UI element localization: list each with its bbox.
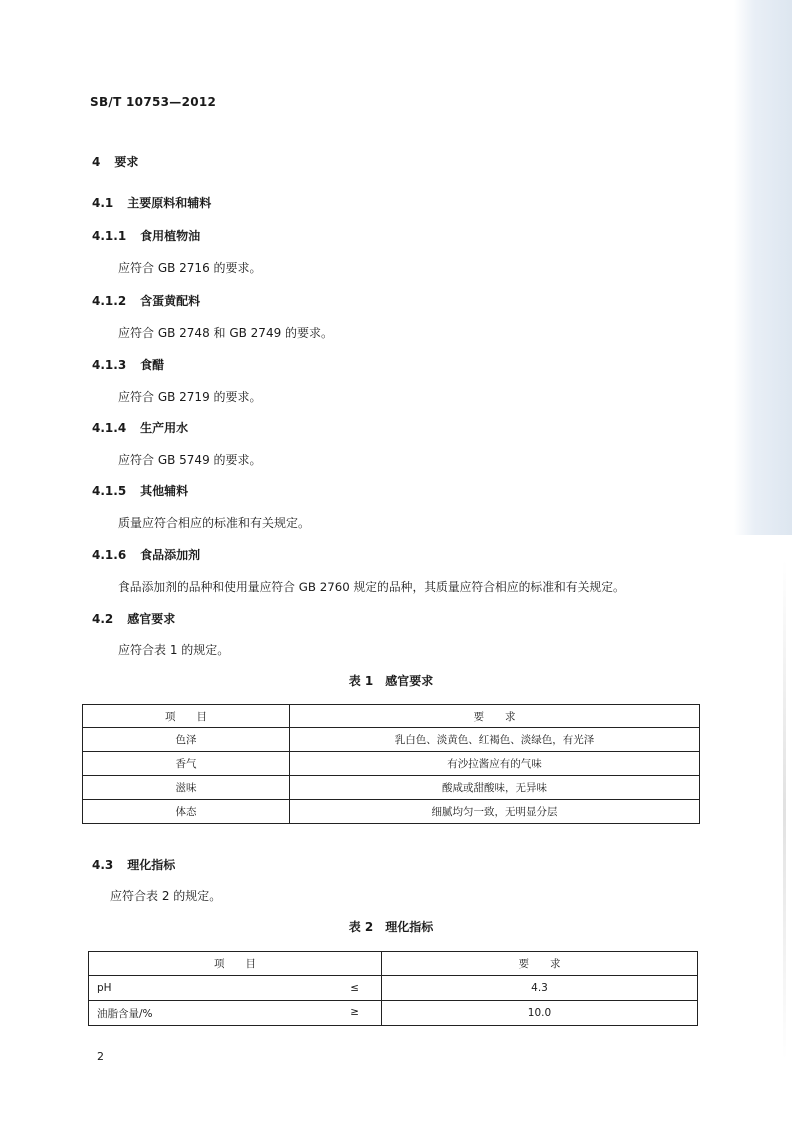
section-4-1-4-body: 应符合 GB 5749 的要求。 xyxy=(118,453,262,467)
section-4-1-5-heading xyxy=(92,482,188,499)
section-4-1-4-heading xyxy=(92,419,188,436)
section-4-1-1-body: 应符合 GB 2716 的要求。 xyxy=(118,261,262,275)
scan-edge-line xyxy=(783,560,786,1060)
comparison-symbol: ≤ xyxy=(350,982,359,994)
table-cell: 4.3 xyxy=(382,976,698,1001)
table-row xyxy=(89,976,698,1001)
section-title: 含蛋黄配料 xyxy=(140,294,201,308)
table-cell: 乳白色、淡黄色、红褐色、淡绿色，有光泽 xyxy=(290,728,700,752)
table-row xyxy=(83,800,700,824)
section-4-1-1-heading xyxy=(92,227,200,244)
table-header-cell: 项 目 xyxy=(83,705,290,728)
table-cell: 体态 xyxy=(83,800,290,824)
item-name: 油脂含量/% xyxy=(97,1007,153,1020)
table-cell: 酸咸或甜酸味，无异味 xyxy=(290,776,700,800)
table-header-cell: 项 目 xyxy=(89,952,382,976)
table-cell: 滋味 xyxy=(83,776,290,800)
section-number: 4.3 xyxy=(92,858,114,872)
section-4-1-heading xyxy=(92,194,211,211)
standard-number-header: SB/T 10753—2012 xyxy=(90,95,217,109)
section-title: 主要原料和辅料 xyxy=(127,196,212,210)
comparison-symbol: ≥ xyxy=(350,1005,359,1018)
section-4-heading xyxy=(92,153,138,170)
section-number: 4.1.5 xyxy=(92,484,127,498)
section-title: 食品添加剂 xyxy=(140,548,201,562)
section-title: 生产用水 xyxy=(140,421,189,435)
section-4-1-5-body: 质量应符合相应的标准和有关规定。 xyxy=(118,516,311,530)
table-cell xyxy=(89,1001,382,1026)
section-title: 要求 xyxy=(114,155,139,169)
table-cell: 色泽 xyxy=(83,728,290,752)
table-header-row xyxy=(89,952,698,976)
section-number: 4.1.6 xyxy=(92,548,127,562)
section-4-1-6-body: 食品添加剂的品种和使用量应符合 GB 2760 规定的品种，其质量应符合相应的标准和有关规定。 xyxy=(118,580,625,594)
table-cell: 细腻均匀一致，无明显分层 xyxy=(290,800,700,824)
table-row xyxy=(83,728,700,752)
table-2-caption: 表 2 理化指标 xyxy=(348,920,434,934)
table-cell: 10.0 xyxy=(382,1001,698,1026)
section-title: 理化指标 xyxy=(127,858,176,872)
section-4-3-body: 应符合表 2 的规定。 xyxy=(110,889,222,903)
table-cell: 香气 xyxy=(83,752,290,776)
table-cell xyxy=(89,976,382,1001)
table-header-cell: 要 求 xyxy=(382,952,698,976)
section-4-1-3-body: 应符合 GB 2719 的要求。 xyxy=(118,390,262,404)
table-2 xyxy=(88,951,698,1026)
table-1-caption: 表 1 感官要求 xyxy=(348,674,434,688)
section-4-1-2-body: 应符合 GB 2748 和 GB 2749 的要求。 xyxy=(118,326,334,340)
section-title: 其他辅料 xyxy=(140,484,189,498)
table-1 xyxy=(82,704,700,824)
section-4-2-heading xyxy=(92,610,175,627)
table-header-cell: 要 求 xyxy=(290,705,700,728)
section-4-2-body: 应符合表 1 的规定。 xyxy=(118,643,230,657)
page-number: 2 xyxy=(97,1050,104,1063)
table-header-row xyxy=(83,705,700,728)
section-number: 4.1 xyxy=(92,196,114,210)
scan-edge-shadow xyxy=(734,0,792,535)
table-row xyxy=(83,752,700,776)
section-number: 4 xyxy=(92,155,101,169)
section-title: 食用植物油 xyxy=(140,229,201,243)
table-row xyxy=(89,1001,698,1026)
section-number: 4.2 xyxy=(92,612,114,626)
section-number: 4.1.4 xyxy=(92,421,127,435)
section-4-1-6-heading xyxy=(92,546,200,563)
section-title: 食醋 xyxy=(140,358,165,372)
section-4-1-2-heading xyxy=(92,292,200,309)
section-number: 4.1.3 xyxy=(92,358,127,372)
item-name: pH xyxy=(97,982,112,994)
section-title: 感官要求 xyxy=(127,612,176,626)
section-4-3-heading xyxy=(92,856,175,873)
section-4-1-3-heading xyxy=(92,356,164,373)
section-number: 4.1.1 xyxy=(92,229,127,243)
table-row xyxy=(83,776,700,800)
section-number: 4.1.2 xyxy=(92,294,127,308)
table-cell: 有沙拉酱应有的气味 xyxy=(290,752,700,776)
